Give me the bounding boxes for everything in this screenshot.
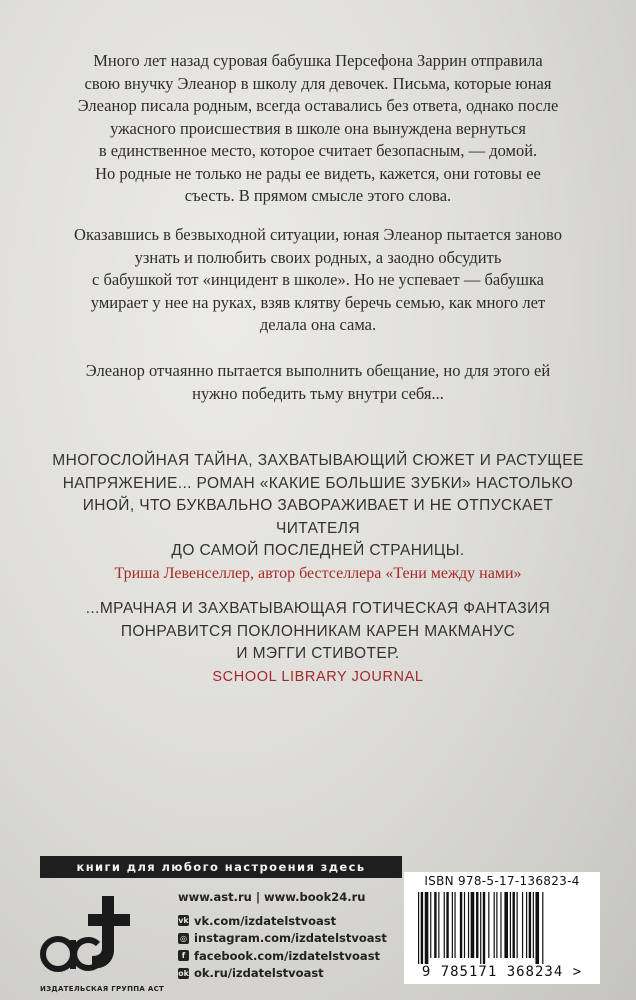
social-link-facebook[interactable] [178, 947, 387, 965]
isbn-number: ISBN 978-5-17-136823-4 [424, 874, 580, 888]
blurb-paragraph-3 [40, 360, 596, 405]
social-link-text: facebook.com/izdatelstvoast [194, 948, 381, 963]
barcode-bar [488, 892, 489, 958]
social-link-vk[interactable] [178, 912, 387, 930]
barcode-bar [476, 892, 478, 958]
barcode-bar [430, 892, 431, 958]
publisher-name: ИЗДАТЕЛЬСКАЯ ГРУППА АСТ [40, 985, 165, 993]
instagram-icon: ◎ [178, 933, 189, 944]
ast-logo [40, 892, 136, 980]
review-quote-1-text: МНОГОСЛОЙНАЯ ТАЙНА, ЗАХВАТЫВАЮЩИЙ СЮЖЕТ И РАСТУЩЕЕ НАПРЯЖЕНИЕ... РОМАН «КАКИЕ БОЛЬШИЕ ЗУБКИ» НАСТОЛЬКО ИНОЙ, ЧТО БУКВАЛЬНО ЗАВОРАЖИВАЕТ И НЕ ОТПУСКАЕТ ЧИТАТЕЛЯ ДО САМОЙ ПОСЛЕДНЕЙ СТРАНИЦЫ. [52, 452, 584, 559]
barcode-bar [526, 892, 527, 958]
barcode-bar [464, 892, 465, 958]
ok-icon: ok [178, 968, 189, 978]
barcode-bar [434, 892, 436, 958]
barcode-bar [425, 892, 429, 964]
barcode-bar [510, 892, 511, 958]
barcode-bar [535, 892, 539, 964]
barcode-bar [418, 892, 419, 964]
social-link-text: instagram.com/izdatelstvoast [194, 931, 387, 946]
barcode-bar [468, 892, 469, 958]
review-quote-1 [40, 450, 596, 585]
barcode-bar [496, 892, 497, 958]
review-quote-2-attribution: SCHOOL LIBRARY JOURNAL [212, 668, 424, 685]
barcode-bar [452, 892, 453, 958]
blurb-paragraph-1-text: Много лет назад суровая бабушка Персефона Заррин отправила свою внучку Элеанор в школу для девочек. Письма, которые юная Элеанор писала родным, всегда оставались без ответа, однако после ужасного происшествия в школе она вынуждена вернуться в единственное место, которое считает безопасным, — домой. Но родные не только не рады ее видеть, кажется, они готовы ее съесть. В прямом смысле этого слова. [77, 51, 559, 205]
barcode-bar [529, 892, 531, 958]
svg-text:аст: аст [40, 892, 42, 893]
blurb-paragraph-2 [40, 224, 596, 337]
barcode-bar [444, 892, 445, 958]
barcode-bar [517, 892, 518, 958]
website-links[interactable]: www.ast.ru | www.book24.ru [178, 890, 366, 904]
review-quote-1-attribution: Триша Левенселлер, автор бестселлера «Тени между нами» [114, 564, 522, 582]
social-link-ok[interactable] [178, 965, 387, 983]
social-link-text: ok.ru/izdatelstvoast [194, 966, 324, 981]
ast-logo-icon [40, 892, 136, 980]
barcode-bar [542, 892, 543, 964]
barcode-bar [480, 892, 481, 964]
barcode-digits: 9 785171 368234 > [421, 964, 583, 980]
social-link-text: vk.com/izdatelstvoast [194, 913, 337, 928]
blurb-paragraph-2-text: Оказавшись в безвыходной ситуации, юная Элеанор пытается заново узнать и полюбить своих родных, а заодно обсудить с бабушкой тот «инцидент в школе». Но не успевает — бабушка умирает у нее на руках, взяв клятву беречь семью, как много лет делала она сама. [74, 225, 562, 334]
barcode-bar [454, 892, 455, 958]
blurb-paragraph-1-block [40, 50, 596, 208]
barcode-block [404, 872, 600, 984]
barcode-bar [446, 892, 448, 958]
barcode-bar [504, 892, 508, 958]
slogan-banner: книги для любого настроения здесь [40, 856, 402, 878]
barcode-icon [414, 892, 590, 964]
barcode-bar [500, 892, 501, 958]
vk-icon: vk [178, 916, 189, 926]
barcode-bar [438, 892, 439, 958]
review-quote-2 [40, 598, 596, 688]
social-links [178, 912, 387, 982]
barcode-bar [471, 892, 475, 958]
barcode-bar [513, 892, 515, 958]
barcode-bar [421, 892, 423, 964]
review-quote-2-text: ...МРАЧНАЯ И ЗАХВАТЫВАЮЩАЯ ГОТИЧЕСКАЯ ФАНТАЗИЯ ПОНРАВИТСЯ ПОКЛОННИКАМ КАРЕН МАКМАНУС И МЭГГИ СТИВОТЕР. [85, 600, 551, 662]
barcode-bar [494, 892, 495, 958]
barcode-bar [533, 892, 534, 958]
barcode-bar [483, 892, 485, 964]
barcode-bar [522, 892, 523, 958]
social-link-instagram[interactable] [178, 930, 387, 948]
blurb-paragraph-3-text: Элеанор отчаянно пытается выполнить обещание, но для этого ей нужно победить тьму внутри себя... [85, 361, 551, 403]
barcode-bar [460, 892, 462, 958]
facebook-icon: f [178, 950, 189, 961]
